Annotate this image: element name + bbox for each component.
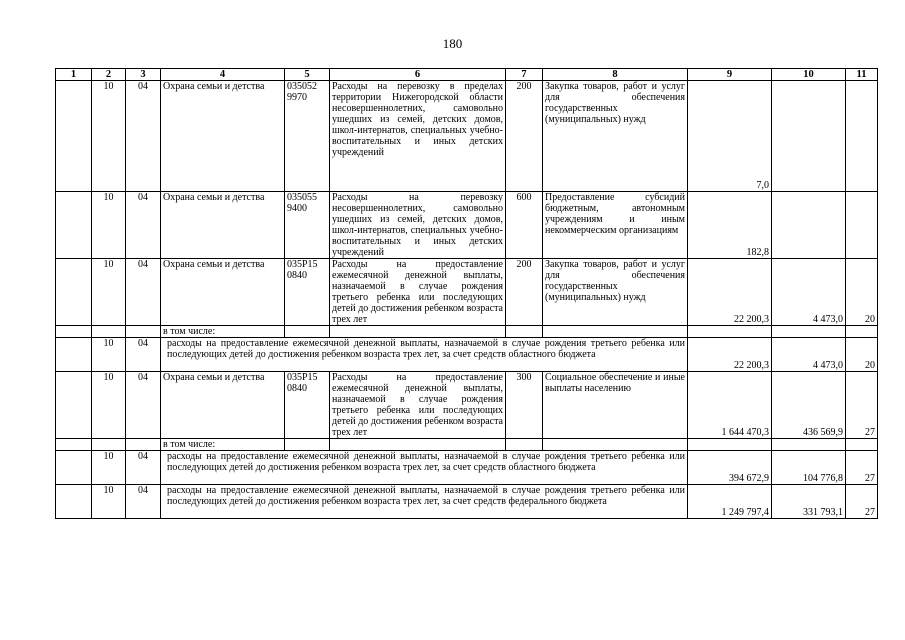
section-code: 10 (92, 192, 126, 259)
section-code: 10 (92, 485, 126, 519)
cell-empty (506, 439, 543, 451)
page-number: 180 (442, 36, 463, 51)
amount-col9: 22 200,3 (688, 338, 772, 372)
amount-col10: 104 776,8 (772, 451, 846, 485)
expense-description: Расходы на перевозку несовершеннолетних, самовольно ушедших из семей, детских домов, школ-интернатов, специальных учебно-воспитательных и иных детских учреждений (330, 192, 506, 259)
cell-empty (56, 372, 92, 439)
section-code: 10 (92, 81, 126, 192)
header-row (56, 69, 878, 81)
section-code: 10 (92, 451, 126, 485)
section-name: Охрана семьи и детства (161, 192, 285, 259)
table-row (56, 326, 878, 338)
cell-empty (330, 326, 506, 338)
cell-empty (285, 439, 330, 451)
table-row (56, 451, 878, 485)
cell-empty (285, 326, 330, 338)
header-cell: 5 (285, 69, 330, 81)
expense-type-name: Социальное обеспечение и иные выплаты населению (543, 372, 688, 439)
header-cell: 10 (772, 69, 846, 81)
expense-description: Расходы на предоставление ежемесячной денежной выплаты, назначаемой в случае рождения третьего ребенка или последующих детей до достижения ребенком возраста трех лет (330, 259, 506, 326)
cell-empty (772, 326, 846, 338)
amount-col11: 27 (846, 451, 878, 485)
expense-type-name: Закупка товаров, работ и услуг для обеспечения государственных (муниципальных) нужд (543, 81, 688, 192)
section-code: 10 (92, 372, 126, 439)
cell-empty (56, 485, 92, 519)
header-cell: 8 (543, 69, 688, 81)
subsection-code: 04 (126, 338, 161, 372)
section-code: 10 (92, 338, 126, 372)
target-code: 035055 9400 (285, 192, 330, 259)
including-label: в том числе: (161, 326, 285, 338)
cell-empty (772, 439, 846, 451)
amount-col10: 331 793,1 (772, 485, 846, 519)
amount-col11 (846, 81, 878, 192)
header-cell: 2 (92, 69, 126, 81)
table-row (56, 338, 878, 372)
header-cell: 7 (506, 69, 543, 81)
table-row (56, 439, 878, 451)
expense-subitem-description: расходы на предоставление ежемесячной денежной выплаты, назначаемой в случае рождения третьего ребенка или последующих детей до достижения ребенком возраста трех лет, за счет средств федерального бюджета (161, 485, 688, 519)
expense-type-code: 200 (506, 259, 543, 326)
target-code: 035P15 0840 (285, 259, 330, 326)
cell-empty (56, 81, 92, 192)
section-name: Охрана семьи и детства (161, 372, 285, 439)
section-name: Охрана семьи и детства (161, 81, 285, 192)
target-code: 035P15 0840 (285, 372, 330, 439)
amount-col10: 436 569,9 (772, 372, 846, 439)
cell-empty (56, 439, 92, 451)
table-row (56, 81, 878, 192)
subsection-code: 04 (126, 485, 161, 519)
section-name: Охрана семьи и детства (161, 259, 285, 326)
header-cell: 9 (688, 69, 772, 81)
header-cell: 4 (161, 69, 285, 81)
cell-empty (506, 326, 543, 338)
subsection-code: 04 (126, 259, 161, 326)
subsection-code: 04 (126, 451, 161, 485)
expense-type-code: 200 (506, 81, 543, 192)
amount-col9: 394 672,9 (688, 451, 772, 485)
amount-col10: 4 473,0 (772, 338, 846, 372)
cell-empty (543, 326, 688, 338)
expense-description: Расходы на перевозку в пределах территории Нижегородской области несовершеннолетних, самовольно ушедших из семей, детских домов, школ-интернатов, специальных учебно-воспитательных и иных детских учреждений (330, 81, 506, 192)
expense-subitem-description: расходы на предоставление ежемесячной денежной выплаты, назначаемой в случае рождения третьего ребенка или последующих детей до достижения ребенком возраста трех лет, за счет средств областного бюджета (161, 338, 688, 372)
amount-col11: 20 (846, 259, 878, 326)
cell-empty (543, 439, 688, 451)
amount-col11 (846, 192, 878, 259)
expense-type-code: 600 (506, 192, 543, 259)
amount-col9: 22 200,3 (688, 259, 772, 326)
cell-empty (92, 326, 126, 338)
subsection-code: 04 (126, 192, 161, 259)
header-cell: 1 (56, 69, 92, 81)
amount-col9: 7,0 (688, 81, 772, 192)
table-row (56, 485, 878, 519)
table-row (56, 372, 878, 439)
cell-empty (330, 439, 506, 451)
table-row (56, 192, 878, 259)
amount-col11: 27 (846, 485, 878, 519)
including-label: в том числе: (161, 439, 285, 451)
amount-col10: 4 473,0 (772, 259, 846, 326)
amount-col9: 182,8 (688, 192, 772, 259)
cell-empty (126, 439, 161, 451)
cell-empty (56, 451, 92, 485)
header-cell: 11 (846, 69, 878, 81)
amount-col10 (772, 192, 846, 259)
amount-col11: 27 (846, 372, 878, 439)
cell-empty (56, 192, 92, 259)
cell-empty (688, 439, 772, 451)
header-cell: 6 (330, 69, 506, 81)
expense-subitem-description: расходы на предоставление ежемесячной денежной выплаты, назначаемой в случае рождения третьего ребенка или последующих детей до достижения ребенком возраста трех лет, за счет средств областного бюджета (161, 451, 688, 485)
cell-empty (126, 326, 161, 338)
amount-col10 (772, 81, 846, 192)
amount-col9: 1 249 797,4 (688, 485, 772, 519)
cell-empty (56, 259, 92, 326)
table-row (56, 259, 878, 326)
cell-empty (846, 439, 878, 451)
cell-empty (92, 439, 126, 451)
expense-type-name: Закупка товаров, работ и услуг для обеспечения государственных (муниципальных) нужд (543, 259, 688, 326)
expense-description: Расходы на предоставление ежемесячной денежной выплаты, назначаемой в случае рождения третьего ребенка или последующих детей до достижения ребенком возраста трех лет (330, 372, 506, 439)
amount-col11: 20 (846, 338, 878, 372)
target-code: 035052 9970 (285, 81, 330, 192)
cell-empty (846, 326, 878, 338)
amount-col9: 1 644 470,3 (688, 372, 772, 439)
subsection-code: 04 (126, 81, 161, 192)
budget-table (55, 68, 878, 519)
cell-empty (56, 326, 92, 338)
expense-type-name: Предоставление субсидий бюджетным, автономным учреждениям и иным некоммерческим организациям (543, 192, 688, 259)
subsection-code: 04 (126, 372, 161, 439)
section-code: 10 (92, 259, 126, 326)
expense-type-code: 300 (506, 372, 543, 439)
cell-empty (688, 326, 772, 338)
header-cell: 3 (126, 69, 161, 81)
cell-empty (56, 338, 92, 372)
